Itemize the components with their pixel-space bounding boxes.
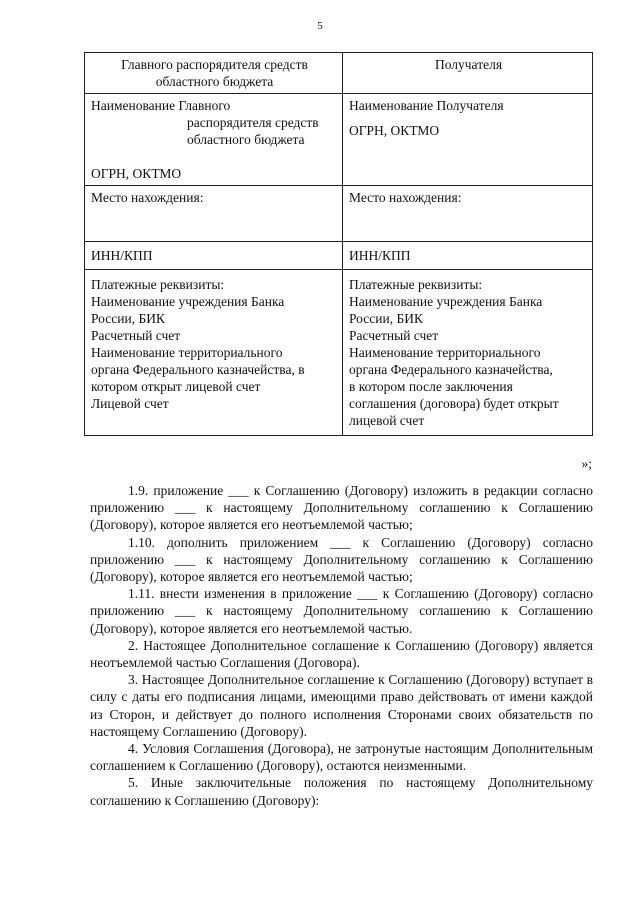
left-name-line-3: областного бюджета [187, 132, 305, 147]
header-left-line-1: Главного распорядителя средств [121, 57, 308, 72]
paragraph-3: 3. Настоящее Дополнительное соглашение к Соглашению (Договору) вступает в силу с даты его подписания лицами, имеющими право действовать от имени каждой из Сторон, и действует до полного исполнения Сторонами своих обязательств по настоящему Соглашению (Договору). [90, 672, 593, 739]
header-left-cell [85, 53, 343, 94]
right-pay-line: соглашения (договора) будет открыт [349, 396, 559, 411]
name-row [85, 94, 593, 186]
inn-row [85, 242, 593, 270]
right-pay-line: Расчетный счет [349, 328, 439, 343]
header-left-line-2: областного бюджета [155, 74, 274, 89]
left-name-line-2: распорядителя средств [187, 115, 319, 130]
left-location-cell: Место нахождения: [85, 186, 343, 242]
paragraph-5: 5. Иные заключительные положения по настоящему Дополнительному соглашению к Соглашению (Договору): [90, 775, 593, 808]
left-pay-line: котором открыт лицевой счет [91, 379, 261, 394]
left-name-cell [85, 94, 343, 186]
left-payment-cell [85, 270, 343, 436]
header-right-label: Получателя [434, 57, 503, 72]
right-payment-cell [343, 270, 593, 436]
left-pay-line: органа Федерального казначейства, в [91, 362, 305, 377]
right-name-cell [343, 94, 593, 186]
left-pay-line: Платежные реквизиты: [91, 277, 225, 292]
page-number: 5 [317, 20, 323, 32]
paragraph-1-10: 1.10. дополнить приложением ___ к Соглашению (Договору) согласно приложению ___ к настоящему Дополнительному соглашению к Соглашению (Договору), которое является его неотъемлемой частью; [90, 534, 593, 585]
paragraph-1-9: 1.9. приложение ___ к Соглашению (Договору) изложить в редакции согласно приложению ___ к настоящему Дополнительному соглашению к Соглашению (Договору), которое является его неотъемлемой частью; [90, 483, 593, 533]
left-pay-line: Наименование учреждения Банка [91, 294, 285, 309]
right-location-cell: Место нахождения: [343, 186, 593, 242]
location-row [85, 186, 593, 242]
paragraph-4: 4. Условия Соглашения (Договора), не затронутые настоящим Дополнительным соглашением к Соглашению (Договору), остаются неизменными. [90, 741, 593, 774]
right-pay-line: Наименование учреждения Банка [349, 294, 543, 309]
right-pay-line: органа Федерального казначейства, [349, 362, 553, 377]
right-pay-line: России, БИК [349, 311, 423, 326]
left-pay-line: Лицевой счет [91, 396, 169, 411]
left-pay-line: Наименование территориального [91, 345, 283, 360]
right-pay-line: лицевой счет [349, 413, 425, 428]
header-right-cell [343, 53, 593, 94]
paragraph-1-11: 1.11. внести изменения в приложение ___ к Соглашению (Договору) согласно приложению ___ к настоящему Дополнительному соглашению к Соглашению (Договору), которое является его неотъемлемой частью. [90, 586, 593, 636]
left-inn-cell: ИНН/КПП [85, 242, 343, 270]
body-text [90, 482, 593, 809]
left-ogrn: ОГРН, ОКТМО [91, 166, 182, 181]
left-pay-line: Расчетный счет [91, 328, 181, 343]
paragraph-2: 2. Настоящее Дополнительное соглашение к Соглашению (Договору) является неотъемлемой частью Соглашения (Договора). [90, 637, 593, 671]
right-pay-line: в котором после заключения [349, 379, 513, 394]
right-pay-line: Платежные реквизиты: [349, 277, 483, 292]
requisites-table [84, 52, 593, 436]
right-ogrn: ОГРН, ОКТМО [349, 123, 440, 138]
right-name-label: Наименование Получателя [349, 98, 504, 113]
table-header-row [85, 53, 593, 94]
right-pay-line: Наименование территориального [349, 345, 541, 360]
right-inn-cell: ИНН/КПП [343, 242, 593, 270]
left-name-line-1: Наименование Главного [91, 98, 231, 113]
payment-row [85, 270, 593, 436]
closing-quote: »; [581, 456, 592, 471]
left-pay-line: России, БИК [91, 311, 165, 326]
